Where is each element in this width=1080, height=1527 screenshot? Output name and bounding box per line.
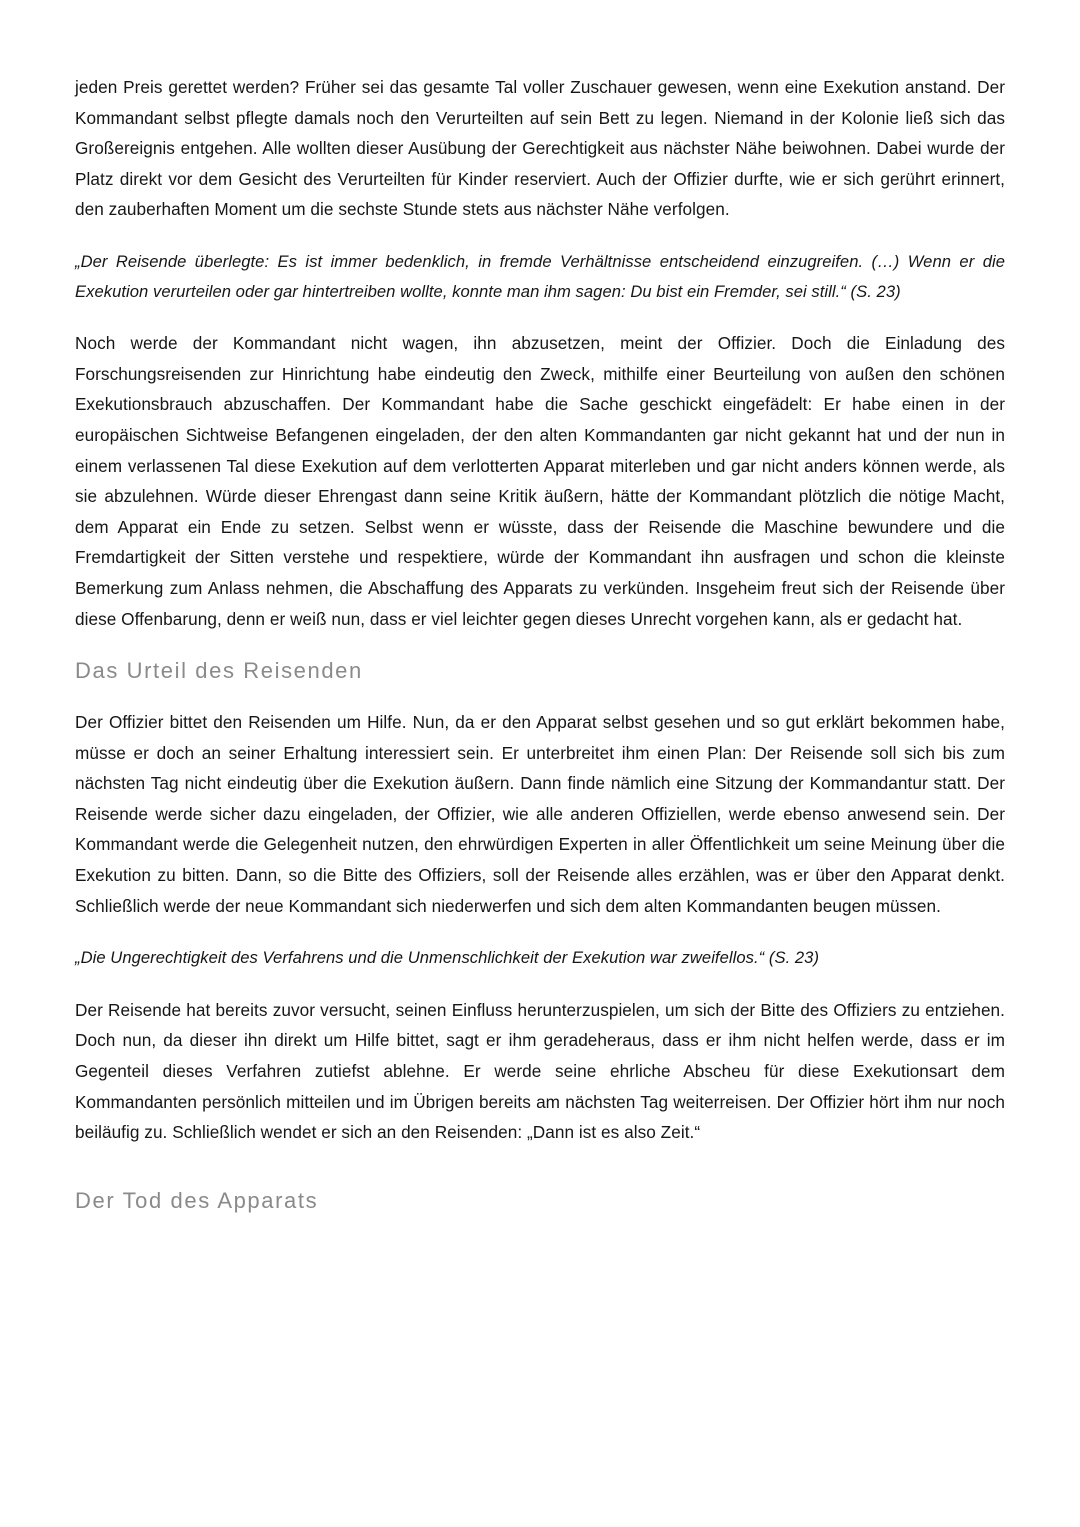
paragraph-absage-des-reisenden: Der Reisende hat bereits zuvor versucht, seinen Einfluss herunterzuspielen, um sich der Bitte des Offiziers zu entziehen. Doch nun, da dieser ihn direkt um Hilfe bittet, sagt er ihm geradeheraus, dass er ihm nicht helfen werde, dass er im Gegenteil dieses Verfahren zutiefst ablehne. Er werde seine ehrliche Abscheu für diese Exekutionsart dem Kommandanten persönlich mitteilen und im Übrigen bereits am nächsten Tag weiterreisen. Der Offizier hört ihm nur noch beiläufig zu. Schließlich wendet er sich an den Reisenden: „Dann ist es also Zeit.“ [75, 999, 1005, 1143]
quote-reisender-ueberlegte: „Der Reisende überlegte: Es ist immer bedenklich, in fremde Verhältnisse entscheidend einzugreifen. (…) Wenn er die Exekution verurteilen oder gar hintertreiben wollte, konnte man ihm sagen: Du bist ein Fremder, sei still.“ (S. 23) [75, 252, 1005, 301]
heading-urteil-des-reisenden: Das Urteil des Reisenden [75, 658, 363, 684]
paragraph-einladung: Noch werde der Kommandant nicht wagen, ihn abzusetzen, meint der Offizier. Doch die Einladung des Forschungsreisenden zur Hinrichtung habe eindeutig den Zweck, mithilfe einer Beurteilung von außen den schönen Exekutionsbrauch abzuschaffen. Der Kommandant habe die Sache geschickt eingefädelt: Er habe einen in der europäischen Sichtweise Befangenen eingeladen, der den alten Kommandanten gar nicht gekannt hat und der nun in einem verlassenen Tal diese Exekution auf dem verlotterten Apparat miterleben und gar nicht anders können werde, als sie abzulehnen. Würde dieser Ehrengast dann seine Kritik äußern, hätte der Kommandant plötzlich die nötige Macht, dem Apparat ein Ende zu setzen. Selbst wenn er wüsste, dass der Reisende die Maschine bewundere und die Fremdartigkeit der Sitten verstehe und respektiere, würde der Kommandant ihn ausfragen und schon die kleinste Bemerkung zum Anlass nehmen, die Abschaffung des Apparats zu verkünden. Insgeheim freut sich der Reisende über diese Offenbarung, denn er weiß nun, dass er viel leichter gegen dieses Unrecht vorgehen kann, als er gedacht hat. [75, 333, 1005, 629]
heading-tod-des-apparats: Der Tod des Apparats [75, 1187, 319, 1213]
paragraph-zuschauer: jeden Preis gerettet werden? Früher sei das gesamte Tal voller Zuschauer gewesen, wenn eine Exekution anstand. Der Kommandant selbst pflegte damals noch den Verurteilten auf sein Bett zu legen. Niemand in der Kolonie ließ sich das Großereignis entgehen. Alle wollten dieser Ausübung der Gerechtigkeit aus nächster Nähe beiwohnen. Dabei wurde der Platz direkt vor dem Gesicht des Verurteilten für Kinder reserviert. Auch der Offizier durfte, wie er sich gerührt erinnert, den zauberhaften Moment um die sechste Stunde stets aus nächster Nähe verfolgen. [75, 77, 1005, 220]
paragraph-bitte-um-hilfe: Der Offizier bittet den Reisenden um Hilfe. Nun, da er den Apparat selbst gesehen und so gut erklärt bekommen habe, müsse er doch an seiner Erhaltung interessiert sein. Er unterbreitet ihm einen Plan: Der Reisende soll sich bis zum nächsten Tag nicht eindeutig über die Exekution äußern. Dann finde nämlich eine Sitzung der Kommandantur statt. Der Reisende werde sicher dazu eingeladen, der Offizier, wie alle anderen Offiziellen, werde ebenso anwesend sein. Der Kommandant werde die Gelegenheit nutzen, den ehrwürdigen Experten in aller Öffentlichkeit um seine Meinung über die Exekution zu bitten. Dann, so die Bitte des Offiziers, soll der Reisende alles erzählen, was er über den Apparat denkt. Schließlich werde der neue Kommandant sich niederwerfen und sich dem alten Kommandanten beugen müssen. [75, 712, 1005, 916]
quote-ungerechtigkeit: „Die Ungerechtigkeit des Verfahrens und die Unmenschlichkeit der Exekution war zweifellos.“ (S. 23) [75, 948, 820, 968]
